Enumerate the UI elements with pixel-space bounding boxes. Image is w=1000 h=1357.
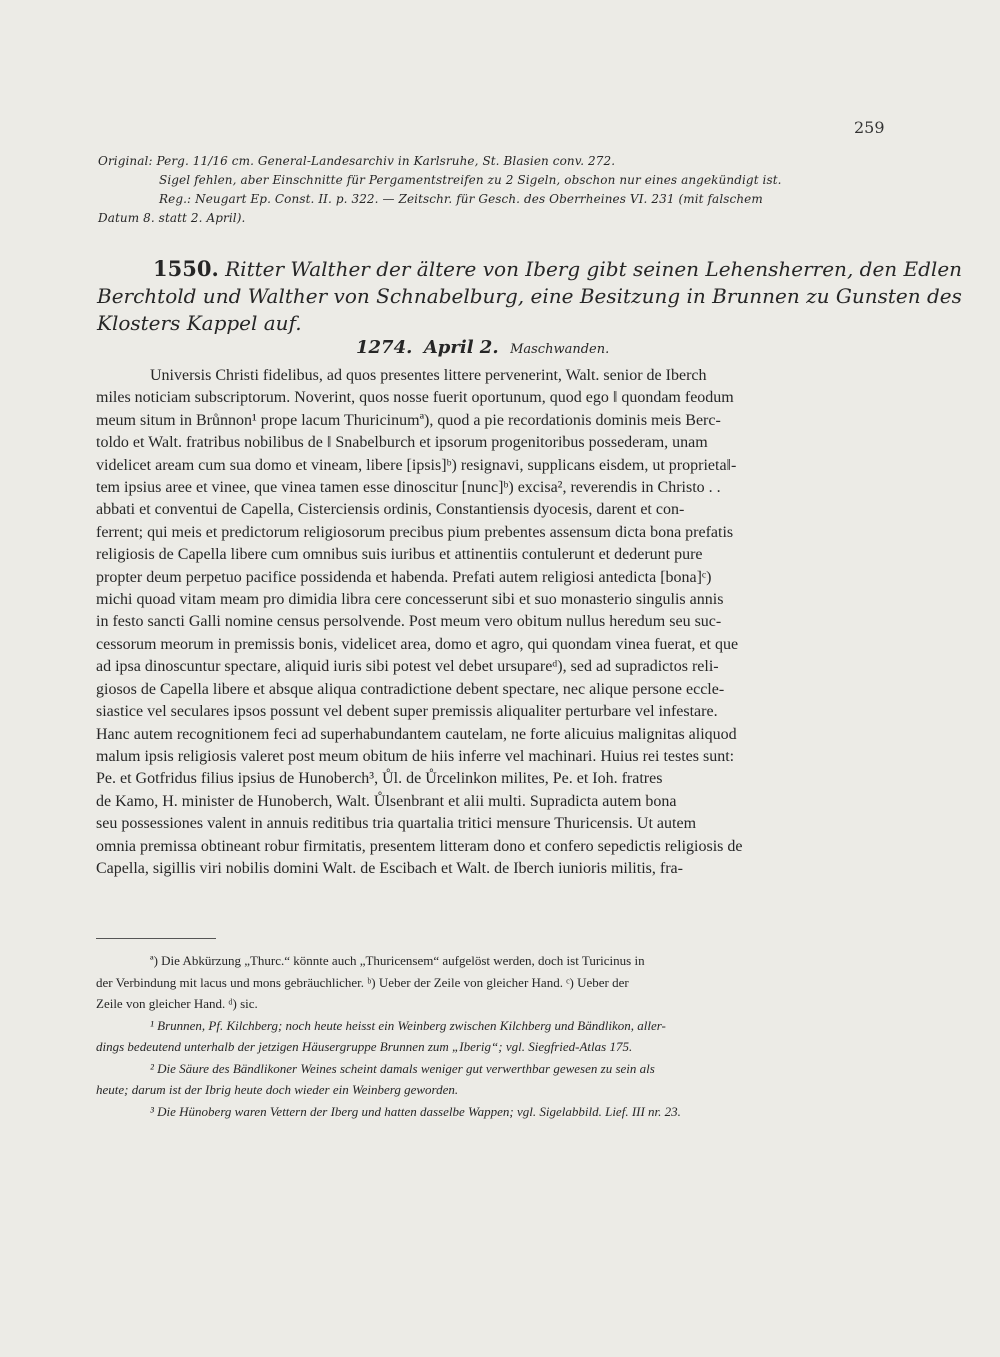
footnote-line: ª) Die Abkürzung „Thurc.“ könnte auch „Thuricensem“ aufgelöst werden, doch ist Turicinus in [150,953,645,968]
source-header [98,152,888,228]
text-line: de Kamo, H. minister de Hunoberch, Walt. Ůlsenbrant et alii multi. Supradicta autem bona [96,792,677,810]
text-line: omnia premissa obtineant robur firmitatis, presentem litteram dono et confero sepedictis religiosis de [96,837,743,855]
date-year: 1274. [356,337,413,358]
footnote-line: heute; darum ist der Ibrig heute doch wieder ein Weinberg geworden. [96,1082,459,1097]
title-line [97,255,963,283]
title-line: Klosters Kappel auf. [97,311,302,335]
text-line: seu possessiones valent in annuis reditibus tria quartalia tritici mensure Thuricensis. Ut autem [96,815,697,833]
title-line: Berchtold und Walther von Schnabelburg, eine Besitzung in Brunnen zu Gunsten des [97,284,962,308]
footnote-line: der Verbindung mit lacus und mons gebräuchlicher. ᵇ) Ueber der Zeile von gleicher Hand. ᶜ) Ueber der [96,974,629,990]
page-number: 259 [854,118,885,137]
text-line: propter deum perpetuo pacifice possidenda et habenda. Prefati autem religiosi antedicta [bona]ᶜ) [96,568,712,586]
header-line: Reg.: Neugart Ep. Const. II. p. 322. — Zeitschr. für Gesch. des Oberrheines VI. 231 (mit falschem [159,192,763,206]
footnote-line: ³ Die Hünoberg waren Vettern der Iberg und hatten dasselbe Wappen; vgl. Sigelabbild. Lief. III nr. 23. [150,1103,681,1119]
footnote-line: dings bedeutend unterhalb der jetzigen Häusergruppe Brunnen zum „Iberig“; vgl. Siegfried-Atlas 175. [96,1039,633,1054]
document-title [97,255,963,337]
text-line: michi quoad vitam meam pro dimidia libra cere concesserunt sibi et suo monasterio singulis annis [96,591,724,609]
text-line: toldo et Walt. fratribus nobilibus de ‖ Snabelburch et ipsorum progenitoribus possederam, unam [96,434,708,452]
text-line: meum situm in Brůnnon¹ prope lacum Thuricinumª), quod a pie recordationis dominis meis Berc- [96,411,721,429]
charter-text [96,365,890,880]
text-line: tem ipsius aree et vinee, que vinea tamen esse dinoscitur [nunc]ᵇ) excisa², reverendis in Christo . . [96,479,721,497]
text-line: abbati et conventui de Capella, Cisterciensis ordinis, Constantiensis dyocesis, darent et con- [96,501,685,519]
footnote-line: Zeile von gleicher Hand. ᵈ) sic. [96,996,258,1011]
text-line: siastice vel seculares ipsos possunt vel debent super premissis aliqualiter perturbare vel infestare. [96,703,718,721]
text-line: Hanc autem recognitionem feci ad superhabundantem cautelam, ne forte alicuius malignitas aliquod [96,725,737,743]
text-line: Capella, sigillis viri nobilis domini Walt. de Escibach et Walt. de Iberch iunioris militis, fra- [96,859,683,877]
document-number: 1550. [153,256,219,281]
footnotes [96,950,890,1122]
header-line: Original: Perg. 11/16 cm. General-Landesarchiv in Karlsruhe, St. Blasien conv. 272. [98,154,616,168]
date-day: April 2. [423,337,499,358]
footnote-line: ¹ Brunnen, Pf. Kilchberg; noch heute heisst ein Weinberg zwischen Kilchberg und Bändlikon, aller- [150,1017,666,1033]
title-text: Ritter Walther der ältere von Iberg gibt seinen Lehensherren, den Edlen [225,257,963,281]
text-line: videlicet aream cum sua domo et vineam, libere [ipsis]ᵇ) resignavi, supplicans eisdem, ut proprieta‖- [96,456,737,474]
header-line: Sigel fehlen, aber Einschnitte für Pergamentstreifen zu 2 Sigeln, obschon nur eines angekündigt ist. [159,173,782,187]
header-line: Datum 8. statt 2. April). [98,211,246,225]
text-line: ferrent; qui meis et predictorum religiosorum precibus pium prebentes assensum dicta bona prefatis [96,523,734,541]
footnote-divider [96,938,216,939]
text-line: miles noticiam subscriptorum. Noverint, quos nosse fuerit oportunum, quod ego ‖ quondam feodum [96,389,734,407]
text-line: malum ipsis religiosis valeret post meum obitum de hiis inferre vel machinari. Huius rei testes sunt: [96,747,735,765]
date-place: Maschwanden. [510,342,610,357]
text-line: cessorum meorum in premissis bonis, videlicet area, domo et agro, qui quondam vinea fuerat, et que [96,635,739,653]
text-line: ad ipsa dinoscuntur spectare, aliquid iuris sibi potest vel debet ursupareᵈ), sed ad supradictos reli- [96,658,719,676]
text-line: religiosis de Capella libere cum omnibus suis iuribus et attinentiis contulerunt et dederunt pure [96,546,703,564]
footnote-line: ² Die Säure des Bändlikoner Weines scheint damals weniger gut verwerthbar gewesen zu sein als [150,1060,655,1076]
dateline [356,337,609,358]
text-line: Universis Christi fidelibus, ad quos presentes littere pervenerint, Walt. senior de Iberch [150,367,707,384]
text-line: giosos de Capella libere et absque aliqua contradictione debent spectare, nec alique persone eccle- [96,680,725,698]
text-line: Pe. et Gotfridus filius ipsius de Hunoberch³, Ůl. de Ůrcelinkon milites, Pe. et Ioh. fratres [96,770,663,788]
text-line: in festo sancti Galli nomine census persolvende. Post meum vero obitum nullus heredum seu suc- [96,613,722,631]
